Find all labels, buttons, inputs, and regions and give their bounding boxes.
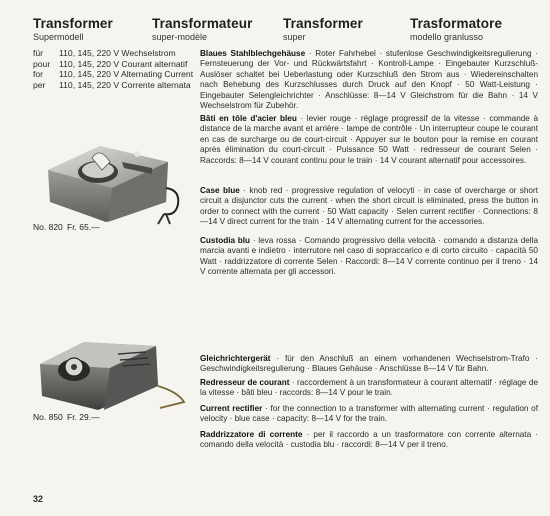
header-german xyxy=(33,16,113,42)
header-title: Transformer xyxy=(33,16,113,31)
voltage-line xyxy=(33,48,193,59)
product-price: Fr. 29.— xyxy=(67,412,100,422)
description-fr-850 xyxy=(200,378,538,399)
description-lead: Redresseur de courant xyxy=(200,378,290,387)
voltage-text: 110, 145, 220 V Courant alternatif xyxy=(59,58,188,69)
description-lead: Case blue xyxy=(200,186,240,195)
description-lead: Custodia blu xyxy=(200,236,251,245)
header-subtitle: Supermodell xyxy=(33,32,84,42)
voltage-prefix: für xyxy=(33,48,44,58)
description-lead: Bâti en tôle d'acier bleu xyxy=(200,114,297,123)
description-text: · für den Anschluß an einem vorhandenen Wechselstrom-Trafo · Geschwindigkeitsregulierung · Blaues Gehäuse · Anschlüsse 8—14 V für Bahn. xyxy=(200,354,538,374)
description-text: · leva rossa · Comando progressivo della velocità · comando a distanza della marcia avanti e indietro · interrutore nel caso di sopraccarico e di corto circuito · capacità 50 Watt · raddrizzatore di corrente Selen · Raccordi: 8—14 V corrente continuo per il treno · 14 V corrente alternata per gli accessori. xyxy=(200,236,539,277)
header-italian xyxy=(410,16,502,42)
description-de-820 xyxy=(200,49,538,111)
description-fr-820 xyxy=(200,114,538,166)
description-text: · knob red · progressive regulation of velocyti · in case of overcharge or short circuit a disjunctor cuts the current · when the short circuit is eliminated, press the button in order to connect with the current · 50 Watt capacity · Selen current rectifier · Connections: 8—14 V direct current for the train · 14 V alternating current for the accessories. xyxy=(200,186,538,227)
description-text: · per il raccordo a un trasformatore con corrente alternata · comando della velocità · custodia blu · raccordi: 8—14 V per il treno. xyxy=(200,430,538,450)
header-title: Transformateur xyxy=(152,16,253,31)
description-text: · for the connection to a transformer with alternating current · regulation of velocity · blue case · capacity: 8—14 V for the train. xyxy=(200,404,538,424)
header-subtitle: modello granlusso xyxy=(410,32,484,42)
product-caption-820 xyxy=(33,222,100,232)
description-it-820 xyxy=(200,236,538,278)
description-lead: Blaues Stahlblechgehäuse xyxy=(200,49,306,58)
description-text: · raccordement à un transformateur à courant alternatif · réglage de la vitesse · bâti bleu · raccords: 8—14 V pour le train. xyxy=(200,378,538,398)
transformer-photo xyxy=(40,118,190,226)
voltage-text: 110, 145, 220 V Corrente alternata xyxy=(59,79,191,90)
voltage-prefix: for xyxy=(33,69,44,80)
product-number: No. 850 xyxy=(33,412,63,422)
description-en-850 xyxy=(200,404,538,425)
description-de-850 xyxy=(200,354,538,375)
header-french xyxy=(152,16,252,42)
description-it-850 xyxy=(200,430,538,451)
voltage-text: 110, 145, 220 V Wechselstrom xyxy=(59,48,176,58)
description-lead: Raddrizzatore di corrente xyxy=(200,430,303,439)
voltage-line xyxy=(33,80,193,91)
voltage-prefix: pour xyxy=(33,58,51,69)
description-en-820 xyxy=(200,186,538,228)
rectifier-photo xyxy=(38,334,190,416)
page-number: 32 xyxy=(33,494,44,504)
header-title: Transformer xyxy=(283,16,363,31)
voltage-line xyxy=(33,59,193,70)
description-lead: Gleichrichtergerät xyxy=(200,354,271,363)
header-title: Trasformatore xyxy=(410,16,503,31)
voltage-text: 110, 145, 220 V Alternating Current xyxy=(59,69,194,80)
product-caption-850 xyxy=(33,412,100,422)
description-text: · Roter Fahrhebel · stufenlose Geschwindigkeitsregulierung · Fernsteuerung der Vor- und Rückwärtsfahrt · Kontroll-Lampe · Eingebauter Kurzschluß-Auslöser schaltet bei Ueberlastung oder Kurzschluß den Strom aus · Wiedereinschalten nach Behebung des Kurzschlusses durch Druck auf den Knopf · 50 Watt-Leistung · Eingebauter Selengleichrichter · Anschlüsse: 8—14 V Gleichstrom für die Bahn · 14 V Wechselstrom für Zubehör. xyxy=(200,49,538,111)
header-english xyxy=(283,16,363,42)
voltage-prefix: per xyxy=(33,79,46,90)
product-price: Fr. 65.— xyxy=(67,222,100,232)
header-subtitle: super xyxy=(283,32,306,42)
description-text: · levier rouge · réglage progressif de la vitesse · commande à distance de la marche avant et arrière · lampe de contrôle · Un interrupteur coupe le courant en cas de surcharge ou de court-circuit · Appuyer sur le bouton pour la remise en courant après élimination du court-circuit · Puissance 50 Watt · redresseur de courant Selen · Raccords: 8—14 V courant continu pour le train · 14 V courant alternatif pour accessoires. xyxy=(200,114,539,165)
header-subtitle: super-modèle xyxy=(152,32,208,42)
voltage-list xyxy=(33,48,193,90)
product-number: No. 820 xyxy=(33,222,63,232)
voltage-line xyxy=(33,69,193,80)
description-lead: Current rectifier xyxy=(200,404,263,413)
